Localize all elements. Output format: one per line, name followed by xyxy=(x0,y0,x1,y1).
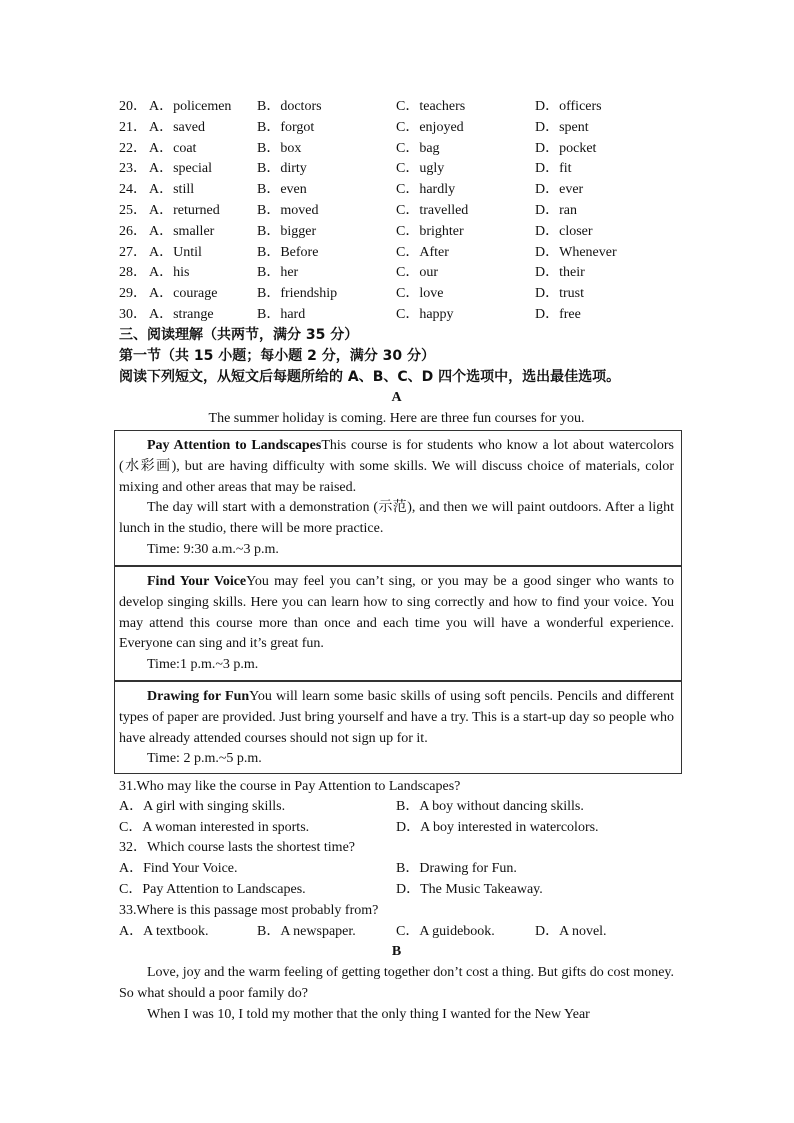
cloze-option-d[interactable]: D．trust xyxy=(535,286,584,302)
cloze-option-d[interactable]: D．Whenever xyxy=(535,244,617,260)
cloze-option-b[interactable]: B．bigger xyxy=(257,223,317,239)
course-drawing-text xyxy=(119,687,674,749)
cloze-option-a[interactable]: A．policemen xyxy=(149,99,232,114)
course-description: You will learn some basic skills of using soft pencils. Pencils and different types of paper are provided. Just bring yourself and have a try. This is a start-up day so people who have already attended courses should not sign up for it. xyxy=(119,689,674,746)
course-title: Drawing for Fun xyxy=(147,689,250,704)
passage-a-intro: The summer holiday is coming. Here are three fun courses for you. xyxy=(208,411,585,426)
cloze-option-a[interactable]: A．smaller xyxy=(149,223,215,239)
cloze-question-row xyxy=(119,222,679,242)
cloze-question-row xyxy=(119,180,679,200)
cloze-option-c[interactable]: C．ugly xyxy=(396,161,445,177)
cloze-question-row xyxy=(119,201,679,221)
course-description: This course is for students who know a lot about watercolors (水彩画), but are having difficulty with some skills. We will discuss choice of materials, color mixing and other areas that may be raised. xyxy=(119,438,675,495)
course-voice-time: Time:1 p.m.~3 p.m. xyxy=(147,657,259,672)
passage-a-label: A xyxy=(391,390,402,405)
cloze-option-d[interactable]: D．closer xyxy=(535,223,593,239)
cloze-option-a[interactable]: A．courage xyxy=(149,286,218,302)
cloze-option-d[interactable]: D．free xyxy=(535,307,581,322)
cloze-option-d[interactable]: D．pocket xyxy=(535,140,597,156)
cloze-question-row xyxy=(119,159,679,179)
cloze-option-a[interactable]: A．Until xyxy=(149,244,202,260)
cloze-option-a[interactable]: A．coat xyxy=(149,140,197,156)
question-number: 30． xyxy=(119,307,147,322)
cloze-option-c[interactable]: C．brighter xyxy=(396,223,464,239)
course-landscapes-text2: The day will start with a demonstration (示范), and then we will paint outdoors. After a light lunch in the studio, there will be more practice. xyxy=(119,500,674,536)
course-drawing-time: Time: 2 p.m.~5 p.m. xyxy=(147,751,262,766)
cloze-option-d[interactable]: D．fit xyxy=(535,161,572,177)
cloze-option-c[interactable]: C．travelled xyxy=(396,203,469,218)
question-32-options-row2 xyxy=(119,880,679,900)
question-31-options-row2 xyxy=(119,818,679,838)
question-number: 29． xyxy=(119,286,147,302)
cloze-option-b[interactable]: B．Before xyxy=(257,244,319,260)
cloze-option-b[interactable]: B．box xyxy=(257,140,302,156)
course-title: Pay Attention to Landscapes xyxy=(147,438,322,453)
cloze-option-a[interactable]: A．returned xyxy=(149,203,220,218)
cloze-question-row xyxy=(119,284,679,304)
question-number: 21． xyxy=(119,119,147,135)
cloze-option-d[interactable]: D．officers xyxy=(535,99,602,114)
passage-b-paragraph-2: When I was 10, I told my mother that the only thing I wanted for the New Year xyxy=(147,1007,590,1022)
course-voice-text xyxy=(119,572,674,655)
question-number: 28． xyxy=(119,265,147,281)
question-number: 26． xyxy=(119,223,147,239)
course-description: You may feel you can’t sing, or you may be a good singer who wants to develop singing skills. Here you can learn how to sing correctly and how to find your voice. You may attend this course more than once and each time you will have a wonderful experience. Everyone can sing and it’s great fun. xyxy=(119,574,674,652)
option[interactable]: A．A girl with singing skills. xyxy=(119,799,286,814)
option[interactable]: C．Pay Attention to Landscapes. xyxy=(119,882,306,897)
question-number: 20． xyxy=(119,99,147,114)
section-title: 三、阅读理解（共两节，满分 35 分） xyxy=(119,327,359,343)
question-number: 23． xyxy=(119,161,147,177)
cloze-option-b[interactable]: B．forgot xyxy=(257,119,315,135)
cloze-option-c[interactable]: C．hardly xyxy=(396,182,456,198)
cloze-option-c[interactable]: C．After xyxy=(396,244,449,260)
instructions: 阅读下列短文，从短文后每题所给的 A、B、C、D 四个选项中，选出最佳选项。 xyxy=(119,369,621,385)
cloze-question-row xyxy=(119,139,679,159)
question-33-stem: 33.Where is this passage most probably from? xyxy=(119,903,379,918)
cloze-option-a[interactable]: A．strange xyxy=(149,307,214,322)
question-31-stem: 31.Who may like the course in Pay Attention to Landscapes? xyxy=(119,779,461,794)
course-title: Find Your Voice xyxy=(147,574,247,589)
cloze-option-b[interactable]: B．even xyxy=(257,182,307,198)
option[interactable]: A．Find Your Voice. xyxy=(119,861,238,876)
cloze-question-row xyxy=(119,97,679,117)
cloze-option-a[interactable]: A．special xyxy=(149,161,212,177)
cloze-option-b[interactable]: B．doctors xyxy=(257,99,322,114)
cloze-option-a[interactable]: A．still xyxy=(149,182,195,198)
question-number: 24． xyxy=(119,182,147,198)
cloze-option-c[interactable]: C．bag xyxy=(396,140,440,156)
cloze-option-a[interactable]: A．his xyxy=(149,265,190,281)
option[interactable]: B．Drawing for Fun. xyxy=(396,861,517,876)
cloze-option-b[interactable]: B．dirty xyxy=(257,161,307,177)
option[interactable]: D．The Music Takeaway. xyxy=(396,882,543,897)
option[interactable]: C．A woman interested in sports. xyxy=(119,820,310,835)
course-landscapes-time: Time: 9:30 a.m.~3 p.m. xyxy=(147,542,279,557)
cloze-option-b[interactable]: B．her xyxy=(257,265,299,281)
cloze-option-b[interactable]: B．moved xyxy=(257,203,319,218)
cloze-option-b[interactable]: B．friendship xyxy=(257,286,338,302)
passage-b-paragraph-1: Love, joy and the warm feeling of getting together don’t cost a thing. But gifts do cost money. So what should a poor family do? xyxy=(119,965,674,1001)
option[interactable]: B．A newspaper. xyxy=(257,924,356,939)
cloze-option-b[interactable]: B．hard xyxy=(257,307,306,322)
cloze-option-c[interactable]: C．enjoyed xyxy=(396,119,464,135)
cloze-option-d[interactable]: D．their xyxy=(535,265,585,281)
cloze-option-c[interactable]: C．our xyxy=(396,265,438,281)
cloze-option-c[interactable]: C．teachers xyxy=(396,99,466,114)
option[interactable]: D．A boy interested in watercolors. xyxy=(396,820,599,835)
question-31-options-row1 xyxy=(119,797,679,817)
question-number: 25． xyxy=(119,203,147,218)
question-number: 27． xyxy=(119,244,147,260)
option[interactable]: C．A guidebook. xyxy=(396,924,495,939)
cloze-option-d[interactable]: D．ran xyxy=(535,203,577,218)
question-number: 22． xyxy=(119,140,147,156)
question-33-options xyxy=(119,922,679,942)
course-landscapes-text xyxy=(119,436,674,498)
cloze-option-d[interactable]: D．spent xyxy=(535,119,589,135)
part-title: 第一节（共 15 小题；每小题 2 分，满分 30 分） xyxy=(119,348,435,364)
cloze-question-row xyxy=(119,305,679,325)
cloze-option-c[interactable]: C．love xyxy=(396,286,444,302)
cloze-option-d[interactable]: D．ever xyxy=(535,182,584,198)
cloze-option-a[interactable]: A．saved xyxy=(149,119,205,135)
option[interactable]: B．A boy without dancing skills. xyxy=(396,799,584,814)
question-32-options-row1 xyxy=(119,859,679,879)
option[interactable]: A．A textbook. xyxy=(119,924,209,939)
cloze-question-row xyxy=(119,243,679,263)
option[interactable]: D．A novel. xyxy=(535,924,607,939)
cloze-question-row xyxy=(119,263,679,283)
cloze-option-c[interactable]: C．happy xyxy=(396,307,454,322)
question-32-stem: 32．Which course lasts the shortest time? xyxy=(119,840,355,855)
cloze-question-row xyxy=(119,118,679,138)
passage-b-label: B xyxy=(391,944,402,959)
